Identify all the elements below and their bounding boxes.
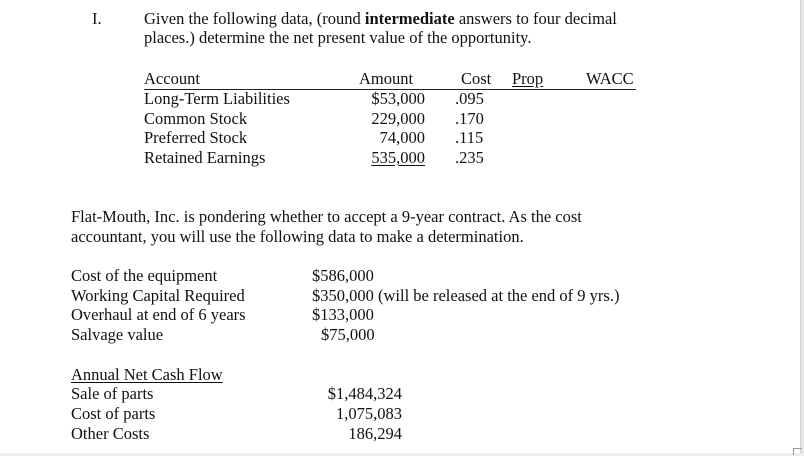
header-wacc: WACC [586,69,634,88]
row-cost: .170 [455,109,484,128]
question-text-bold: intermediate [364,9,455,28]
question-text-line2: places.) determine the net present value of the opportunity. [144,28,532,47]
item-value: $586,000 [312,266,374,285]
cash-flow-value: 186,294 [348,424,402,443]
cash-flow-label: Other Costs [71,424,150,443]
cash-flow-value: $1,484,324 [327,384,402,403]
cash-flow-heading: Annual Net Cash Flow [71,365,223,384]
question-text-after: answers to four decimal [454,9,617,28]
row-amount: 229,000 [371,109,425,128]
question-text-before: Given the following data, (round [144,9,365,28]
row-account: Retained Earnings [144,148,266,167]
cash-flow-label: Cost of parts [71,404,156,423]
vertical-scrollbar[interactable] [800,0,804,456]
row-account: Preferred Stock [144,128,248,147]
header-amount: Amount [359,69,414,88]
item-value: $133,000 [312,305,374,324]
question-text-line1 [144,9,617,29]
header-prop: Prop [512,69,544,88]
resize-grip-icon[interactable] [793,448,802,455]
row-amount: 535,000 [371,148,425,167]
item-label: Cost of the equipment [71,266,218,285]
row-amount: 74,000 [379,128,425,147]
row-cost: .235 [455,148,484,167]
row-account: Common Stock [144,109,248,128]
item-label: Working Capital Required [71,286,245,305]
header-cost: Cost [461,69,492,88]
item-value: $350,000 (will be released at the end of 9 yrs.) [312,286,620,305]
cash-flow-value: 1,075,083 [336,404,402,423]
row-cost: .115 [455,128,484,147]
item-label: Salvage value [71,325,164,344]
row-amount: $53,000 [371,89,425,108]
cash-flow-label: Sale of parts [71,384,154,403]
row-account: Long-Term Liabilities [144,89,290,108]
item-value: $75,000 [321,325,375,344]
header-account: Account [144,69,200,88]
question-number: I. [92,9,102,28]
item-label: Overhaul at end of 6 years [71,305,246,324]
row-cost: .095 [455,89,484,108]
scenario-line1: Flat-Mouth, Inc. is pondering whether to accept a 9-year contract. As the cost [71,207,582,226]
scenario-line2: accountant, you will use the following data to make a determination. [71,227,524,246]
